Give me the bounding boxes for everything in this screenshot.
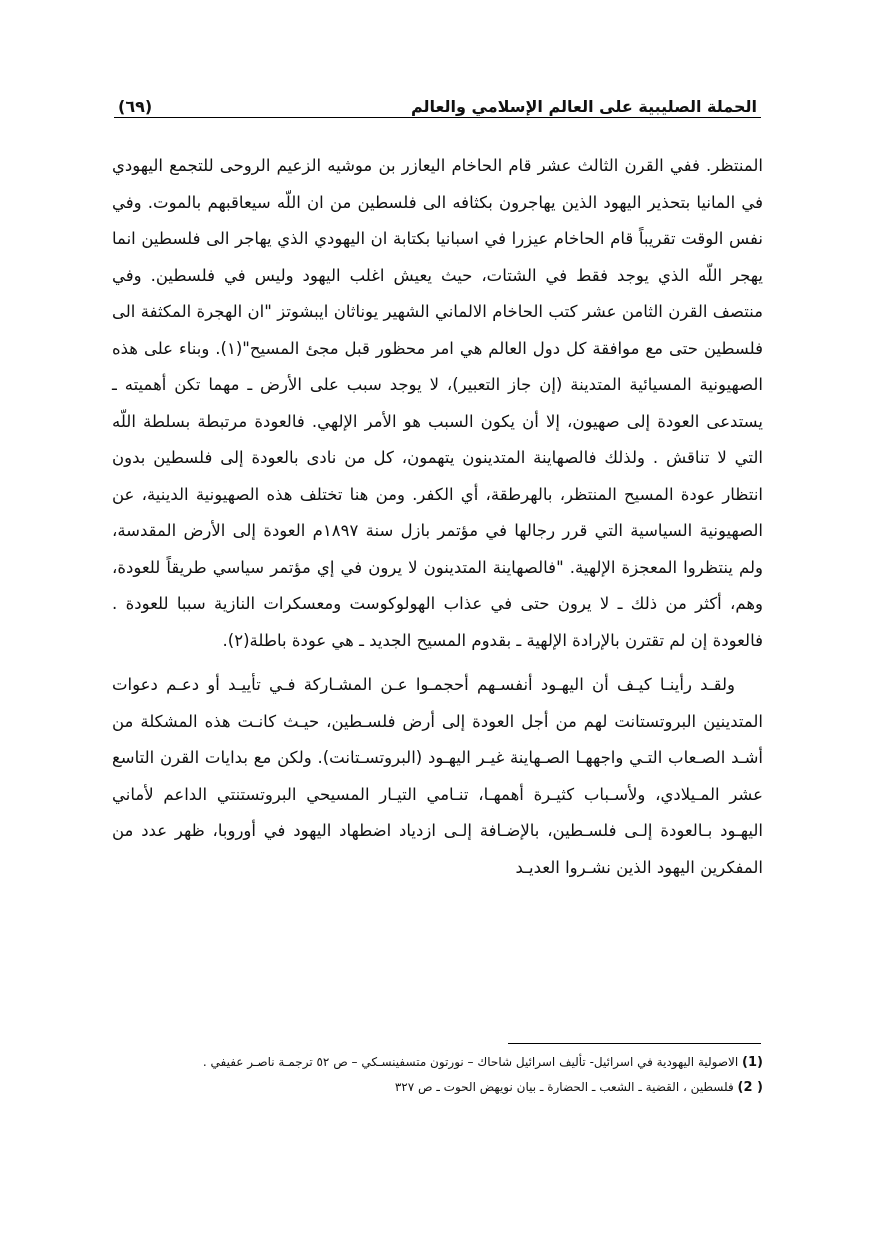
footnote-text: فلسطين ، القضية ـ الشعب ـ الحضارة ـ بيان نويهض الحوت ـ ص ٣٢٧: [394, 1080, 734, 1094]
header-title: الحملة الصليبية على العالم الإسلامي والعالم: [410, 97, 757, 116]
paragraph: المنتظر. ففي القرن الثالث عشر قام الحاخام اليعازر بن موشيه الزعيم الروحى للتجمع اليهودي في المانيا بتحذير اليهود الذين يهاجرون بكثافه الى فلسطين من ان اللّه سيعاقبهم بالموت. وفي نفس الوقت تقريباً قام الحاخام عيزرا في اسبانيا بكتابة ان اليهودي الذي يهاجر الى فلسطين انما يهجر اللّه الذي يوجد فقط في الشتات، حيث يعيش اغلب اليهود وليس في فلسطين. وفي منتصف القرن الثامن عشر كتب الحاخام الالماني الشهير يوناثان ايبشوتز "ان الهجرة المكثفة الى فلسطين حتى مع موافقة كل دول العالم هي امر محظور قبل مجئ المسيح"(١). وبناء على هذه الصهيونية المسيائية المتدينة (إن جاز التعبير)، لا يوجد سبب على الأرض ـ مهما تكن أهميته ـ يستدعى العودة إلى صهيون، إلا أن يكون السبب هو الأمر الإلهي. فالعودة مرتبطة بسلطة اللّه التي لا تناقش . ولذلك فالصهاينة المتدينون يتهمون، كل من نادى بالعودة إلى فلسطين بدون انتظار عودة المسيح المنتظر، بالهرطقة، أي الكفر. ومن هنا تختلف هذه الصهيونية الدينية، عن الصهيونية السياسية التي قرر رجالها في مؤتمر بازل سنة ١٨٩٧م العودة إلى الأرض المقدسة، ولم ينتظروا المعجزة الإلهية. "فالصهاينة المتدينون لا يرون في إي مؤتمر سياسي طريقاً للعودة، وهم، أكثر من ذلك ـ لا يرون حتى في عذاب الهولوكوست ومعسكرات النازية سببا للعودة . فالعودة إن لم تقترن بالإرادة الإلهية ـ بقدوم المسيح الجديد ـ هي عودة باطلة(٢).: [112, 156, 763, 650]
header-divider: [114, 117, 761, 118]
running-header: [118, 88, 757, 116]
footnote-marker: (1): [742, 1055, 763, 1070]
footnote: [112, 1075, 763, 1100]
footnote-divider: [508, 1043, 761, 1044]
footnote: [112, 1050, 763, 1075]
body-text: [112, 148, 763, 886]
paragraph: ولقـد رأينـا كيـف أن اليهـود أنفسـهم أحجمـوا عـن المشـاركة فـي تأييـد أو دعـم دعوات المتدينين البروتستانت لهم من أجل العودة إلى أرض فلسـطين، حيـث كانـت هذه المشكلة من أشـد الصـعاب التـي واجههـا الصـهاينة غيـر اليهـود (البروتسـتانت). ولكن مع بدايات القرن التاسع عشر المـيلادي، ولأسـباب كثيـرة أهمهـا، تنـامي التيـار المسيحي البروتستنتي الداعم لأماني اليهـود بـالعودة إلـى فلسـطين، بالإضـافة إلـى ازدياد اضطهاد اليهود في أوروبا، ظهر عدد من المفكرين اليهود الذين نشـروا العديـد: [112, 675, 763, 877]
footnotes: [112, 1050, 763, 1100]
footnote-marker: ( 2): [737, 1080, 763, 1095]
page-number: (٦٩): [118, 97, 153, 116]
footnote-text: الاصولية اليهودية في اسرائيل- تأليف اسرائيل شاحاك – نورتون متسفينسـكي – ص ٥٢ ترجمـة ناصـر عفيفي .: [202, 1055, 739, 1069]
